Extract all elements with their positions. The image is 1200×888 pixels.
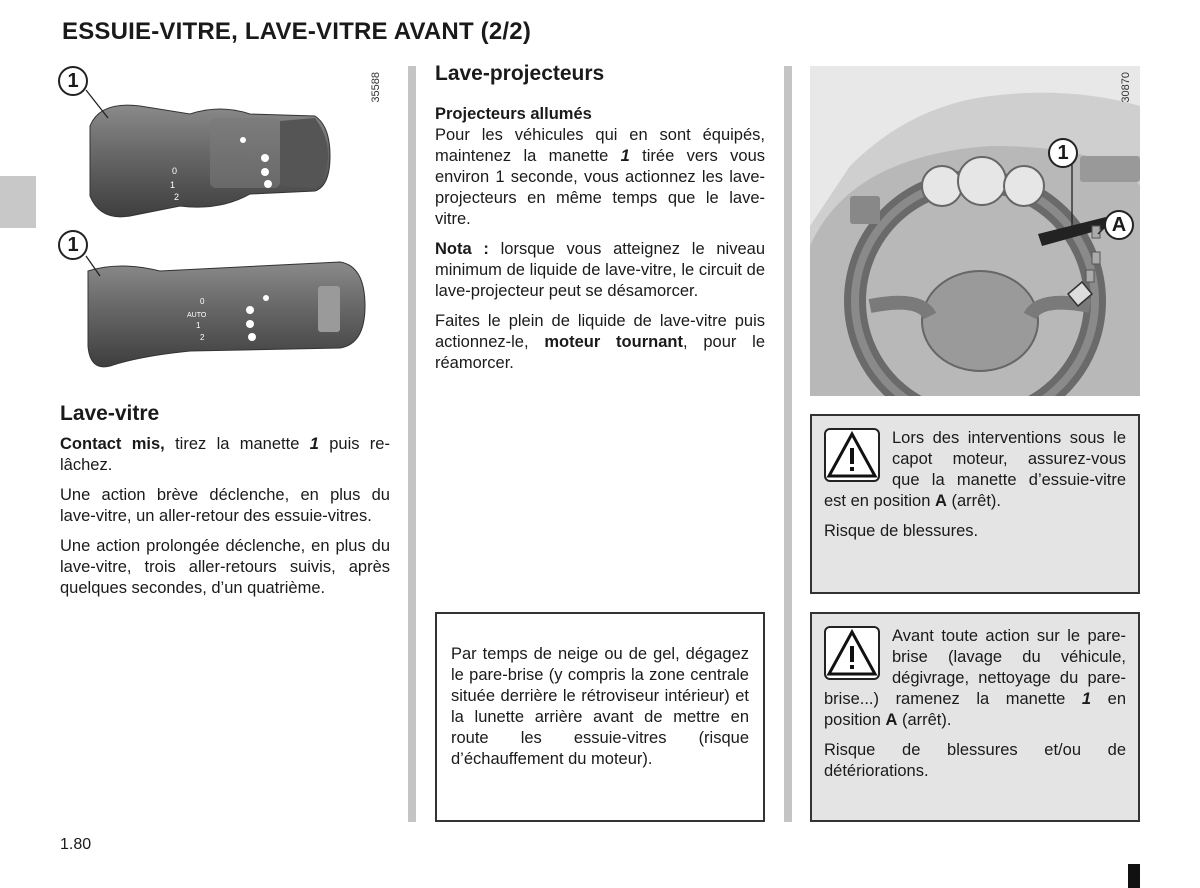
top-pos1-label: 1 — [170, 180, 176, 190]
lp-p1-a: Pour les véhicules qui en sont équipés, maintenez la manette — [435, 126, 765, 165]
lave-vitre-heading: Lave-vitre — [60, 402, 160, 425]
figure-number-left: 35588 — [370, 72, 382, 103]
page-title: ESSUIE-VITRE, LAVE-VITRE AVANT (2/2) — [62, 18, 532, 45]
lp-p3-b: , pour le réamorcer. — [435, 333, 765, 372]
w2-text-a: Avant toute action sur le pare-brise (lavage du véhicule, dégivrage, nettoyage du pare-brise...) ramenez la manette — [824, 627, 1126, 708]
w1-text-b: (arrêt). — [946, 492, 1002, 510]
bottom-pos0-label: 0 — [200, 297, 205, 306]
steering-figure — [810, 66, 1140, 396]
nota-para — [435, 239, 765, 302]
p1-text-b: puis re-lâchez. — [60, 435, 390, 474]
p1-text-a: tirez la manette — [164, 435, 310, 453]
warning-box-1 — [810, 414, 1140, 594]
callout-1-steering: 1 — [1048, 138, 1078, 168]
nota-label: Nota : — [435, 240, 489, 258]
lave-vitre-section — [60, 402, 390, 599]
top-pos0-label: 0 — [172, 166, 178, 176]
column-divider-right — [784, 66, 792, 822]
lave-projecteurs-heading: Lave-projecteurs — [435, 62, 605, 85]
corner-marker — [1128, 864, 1140, 888]
callout-a-steering: A — [1104, 210, 1134, 240]
section-tab — [0, 176, 36, 228]
p1-stalk-ref: 1 — [309, 435, 319, 453]
lp-p1-b: tirée vers vous environ 1 seconde, vous actionnez les lave-projecteurs en même temps que le lave-vitre. — [435, 147, 765, 228]
lave-vitre-para-2: Une action brève déclenche, en plus du lave-vitre, un aller-retour des essuie-vitres. — [60, 486, 390, 525]
lave-vitre-para-3: Une action prolongée déclenche, en plus du lave-vitre, trois aller-retours suivis, après quelques secondes, d’un quatrième. — [60, 537, 390, 597]
figure-number-right: 30870 — [1120, 72, 1132, 103]
w2-text-c: (arrêt). — [897, 711, 952, 729]
warning-triangle-icon — [824, 428, 880, 482]
column-divider-left — [408, 66, 416, 822]
lave-projecteurs-para-1 — [435, 125, 765, 230]
stalk-figure — [60, 66, 390, 386]
bottom-pos2-label: 2 — [200, 333, 205, 342]
steering-wheel-illustration — [810, 66, 1140, 396]
nota-text: lorsque vous atteignez le niveau minimum de liquide de lave-vitre, le circuit de lave-projecteur peut se désamorcer. — [435, 240, 765, 300]
contact-mis-label: Contact mis, — [60, 435, 165, 453]
lp-p3-a: Faites le plein de liquide de lave-vitre puis actionnez-le, — [435, 312, 765, 351]
snow-frost-text: Par temps de neige ou de gel, dégagez le pare-brise (y compris la zone centrale située derrière le rétroviseur intérieur) et la lunette arrière avant de mettre en route les essuie-vitres (risque d’échauffement du moteur). — [451, 645, 749, 768]
callout-1-top: 1 — [58, 66, 88, 96]
top-pos2-label: 2 — [174, 192, 180, 202]
warning-1-risk: Risque de blessures. — [824, 522, 979, 540]
bottom-pos1-label: 1 — [196, 321, 201, 330]
lave-projecteurs-section — [435, 62, 765, 374]
warning-box-2 — [810, 612, 1140, 822]
w1-text-a: Lors des interventions sous le capot moteur, assurez-vous que la manette d’essuie-vitre est en position — [824, 429, 1126, 510]
w2-position-a: A — [885, 711, 898, 729]
moteur-tournant: moteur tournant — [544, 333, 683, 351]
bottom-auto-label: AUTO — [187, 312, 207, 319]
w2-stalk-ref: 1 — [1081, 690, 1092, 708]
stalk-illustration — [60, 66, 390, 386]
lp-stalk-ref: 1 — [620, 147, 630, 165]
page-number: 1.80 — [60, 836, 92, 853]
reamorcer-para — [435, 311, 765, 374]
w2-text-b: en position — [824, 690, 1127, 729]
lave-vitre-para-1 — [60, 434, 390, 476]
callout-1-bottom: 1 — [58, 230, 88, 260]
projecteurs-allumes-subheading: Projecteurs allumés — [435, 105, 592, 123]
snow-frost-note — [435, 612, 765, 822]
w1-position-a: A — [935, 492, 947, 510]
warning-2-risk: Risque de blessures et/ou de détériorations. — [824, 741, 1126, 780]
warning-triangle-icon-2 — [824, 626, 880, 680]
